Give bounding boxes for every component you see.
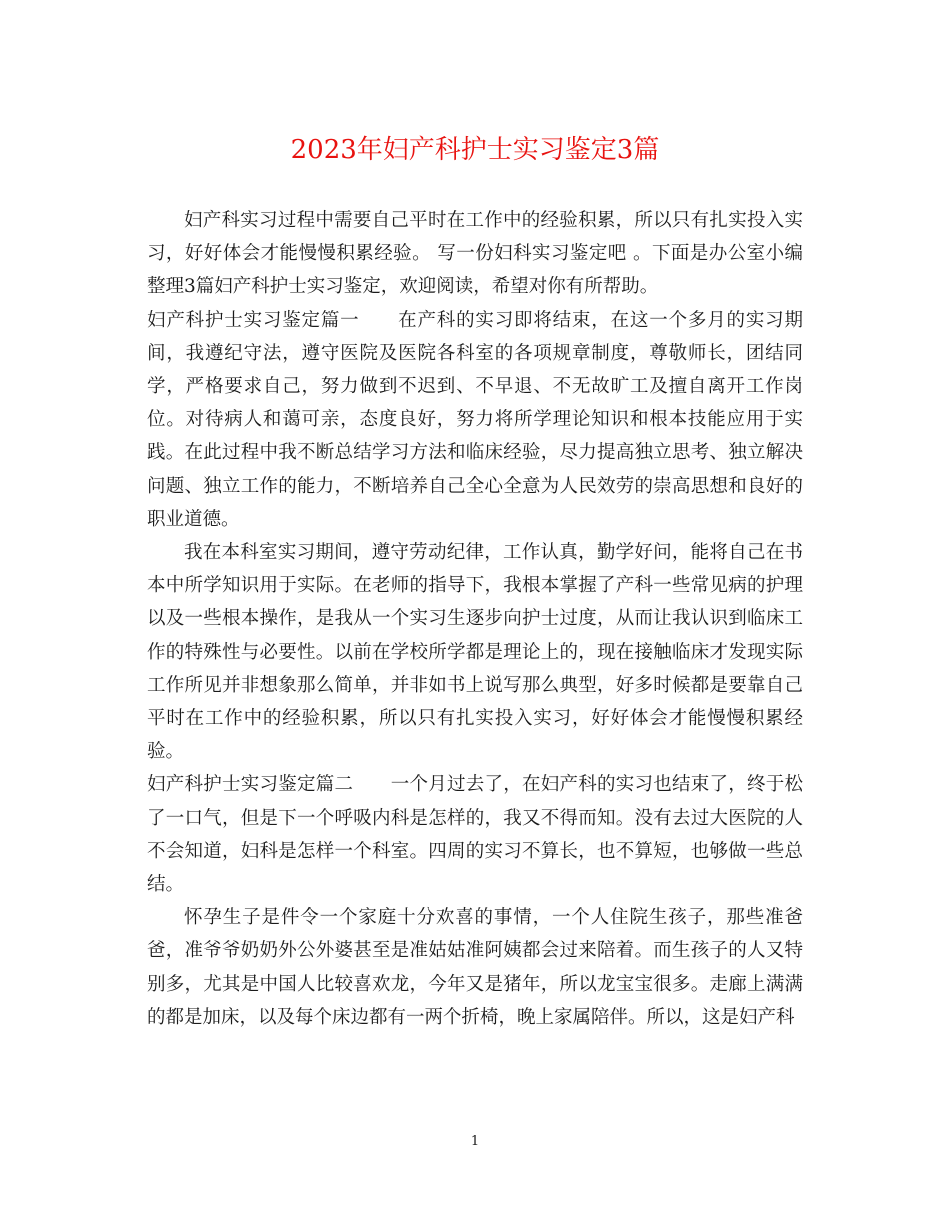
paragraph-intro: 妇产科实习过程中需要自己平时在工作中的经验积累，所以只有扎实投入实习，好好体会才能慢慢积累经验。 写一份妇科实习鉴定吧 。下面是办公室小编整理3篇妇产科护士实习鉴定，欢迎阅读，希望对你有所帮助。 — [147, 210, 803, 298]
document-body — [147, 204, 803, 1034]
paragraph-section-two-continued: 怀孕生子是件令一个家庭十分欢喜的事情，一个人住院生孩子，那些准爸爸，准爷爷奶奶外公外婆甚至是准姑姑准阿姨都会过来陪着。而生孩子的人又特别多，尤其是中国人比较喜欢龙，今年又是猪年，所以龙宝宝很多。走廊上满满的都是加床，以及每个床边都有一两个折椅，晚上家属陪伴。所以，这是妇产科 — [147, 907, 803, 1028]
paragraph-section-two: 妇产科护士实习鉴定篇二 一个月过去了，在妇产科的实习也结束了，终于松了一口气，但是下一个呼吸内科是怎样的，我又不得而知。没有去过大医院的人不会知道，妇科是怎样一个科室。四周的实习不算长，也不算短，也够做一些总结。 — [147, 774, 803, 896]
paragraph-section-one: 妇产科护士实习鉴定篇一 在产科的实习即将结束，在这一个多月的实习期间，我遵纪守法，遵守医院及医院各科室的各项规章制度，尊敬师长，团结同学，严格要求自己，努力做到不迟到、不早退、不无故旷工及擅自离开工作岗位。对待病人和蔼可亲，态度良好，努力将所学理论知识和根本技能应用于实践。在此过程中我不断总结学习方法和临床经验，尽力提高独立思考、独立解决问题、独立工作的能力，不断培养自己全心全意为人民效劳的崇高思想和良好的职业道德。 — [147, 309, 803, 530]
document-title: 2023年妇产科护士实习鉴定3篇 — [290, 135, 660, 165]
paragraph-section-one-continued: 我在本科室实习期间，遵守劳动纪律，工作认真，勤学好问，能将自己在书本中所学知识用于实际。在老师的指导下，我根本掌握了产科一些常见病的护理以及一些根本操作，是我从一个实习生逐步向护士过度，从而让我认识到临床工作的特殊性与必要性。以前在学校所学都是理论上的，现在接触临床才发现实际工作所见并非想象那么简单，并非如书上说写那么典型，好多时候都是要靠自己平时在工作中的经验积累，所以只有扎实投入实习，好好体会才能慢慢积累经验。 — [147, 542, 803, 763]
page-number: 1 — [470, 1134, 480, 1149]
